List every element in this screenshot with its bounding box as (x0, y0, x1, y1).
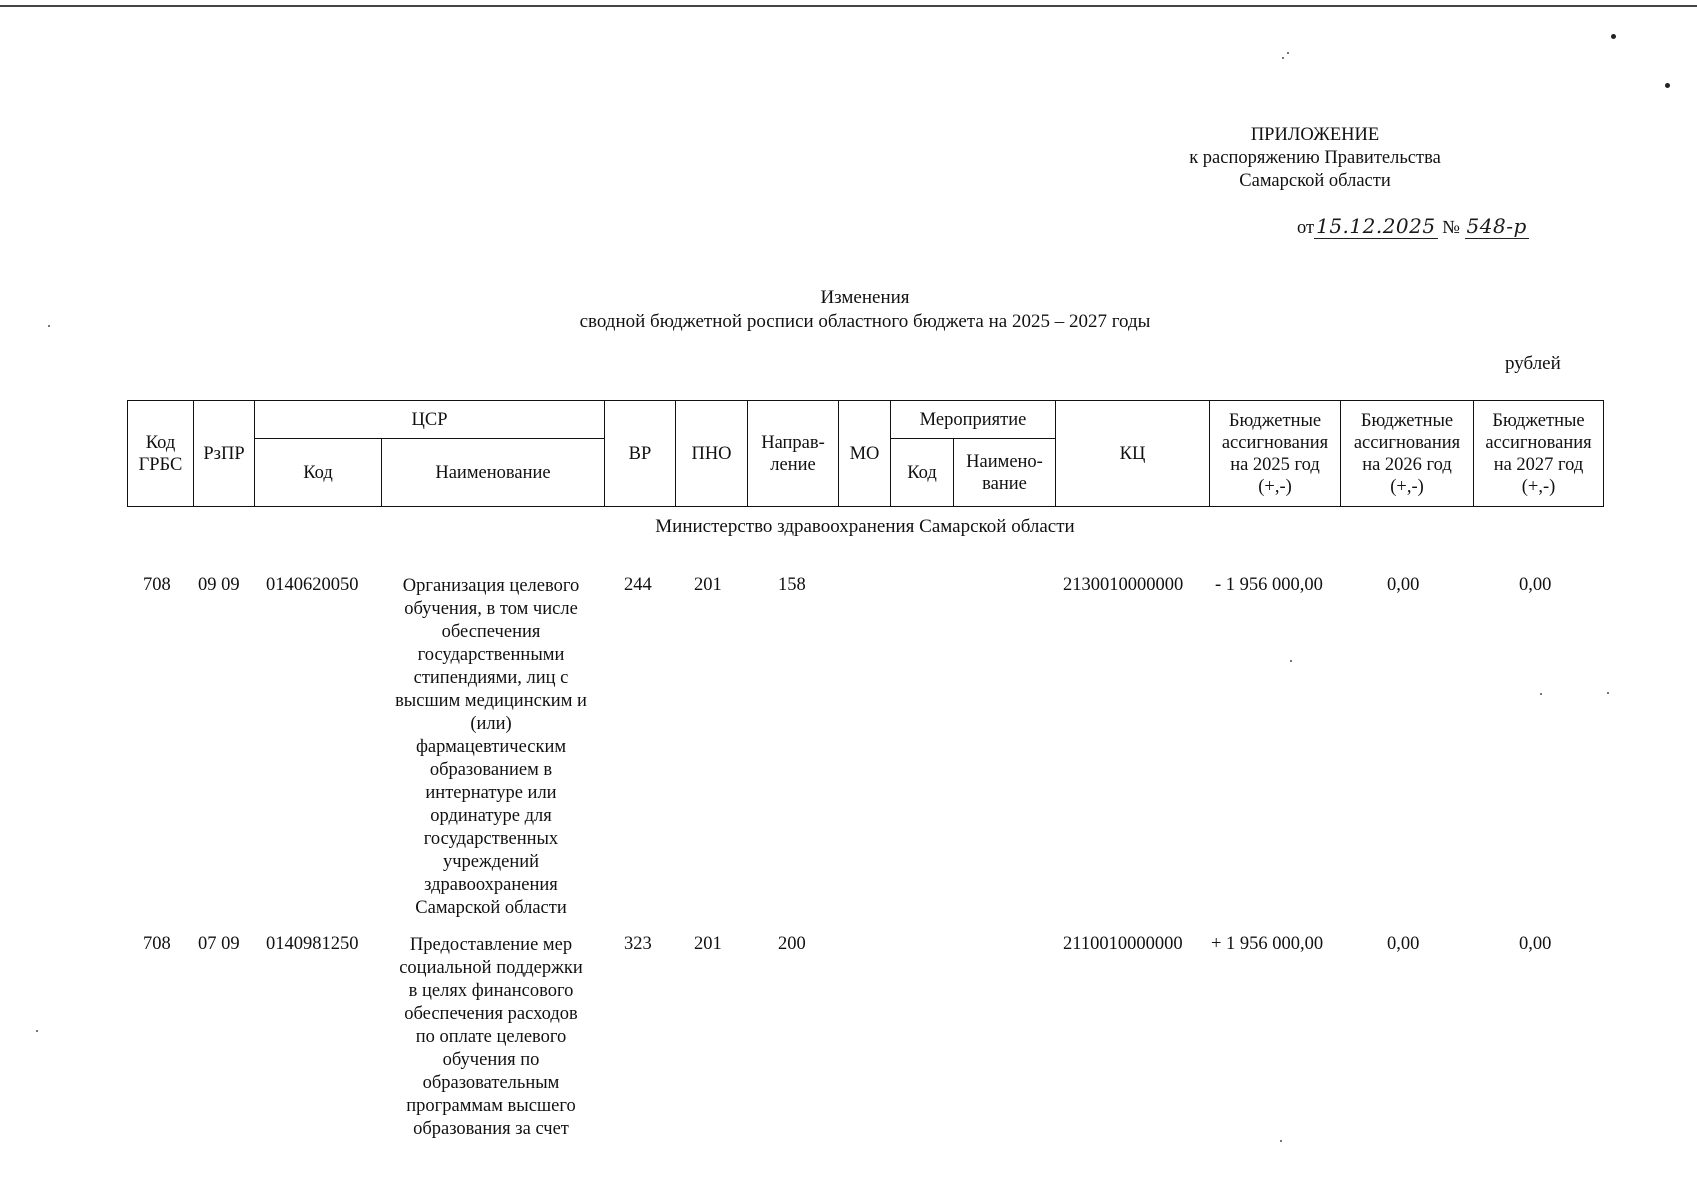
header-direction: Направ- ление (748, 401, 839, 507)
appendix-line-2: Самарской области (1239, 171, 1391, 191)
name-line: обеспечения расходов (404, 1004, 578, 1024)
name-line: обучения по (442, 1050, 540, 1070)
name-line: фармацевтическим (415, 737, 567, 757)
name-line: высшим медицинским и (395, 691, 587, 711)
cell-vr: 244 (624, 575, 652, 595)
name-line: образования за счет (413, 1119, 569, 1139)
header-vr: ВР (605, 401, 676, 507)
currency-unit: рублей (1505, 353, 1561, 374)
header-event-code: Код (891, 439, 954, 507)
header-kc: КЦ (1056, 401, 1210, 507)
header-budget-2026: Бюджетные ассигнования на 2026 год (+,-) (1341, 401, 1474, 507)
appendix-line-1: к распоряжению Правительства (1189, 148, 1441, 168)
cell-pno: 201 (694, 934, 722, 954)
title-line-2: сводной бюджетной росписи областного бюджета на 2025 – 2027 годы (579, 311, 1151, 332)
header-rzpr: РзПР (194, 401, 255, 507)
header-budget-2025: Бюджетные ассигнования на 2025 год (+,-) (1210, 401, 1341, 507)
cell-grbs: 708 (143, 934, 171, 954)
cell-direction: 200 (778, 934, 806, 954)
header-budget-2027: Бюджетные ассигнования на 2027 год (+,-) (1474, 401, 1604, 507)
header-csr: ЦСР (255, 401, 605, 439)
cell-kc: 2130010000000 (1063, 575, 1184, 595)
header-event-name: Наимено- вание (954, 439, 1056, 507)
header-event: Мероприятие (891, 401, 1056, 439)
order-date-number (1297, 214, 1529, 239)
name-line: учреждений (442, 852, 540, 872)
table-header (127, 400, 1604, 507)
cell-budget-2025: - 1 956 000,00 (1215, 575, 1323, 595)
cell-budget-2027: 0,00 (1519, 575, 1552, 595)
scan-speck (1540, 693, 1542, 695)
header-pno: ПНО (676, 401, 748, 507)
name-line: ординатуре для (430, 806, 552, 826)
name-line: программам высшего (406, 1096, 576, 1116)
scan-speck (1280, 1140, 1282, 1142)
header-grbs: Код ГРБС (128, 401, 194, 507)
header-csr-name: Наименование (382, 439, 605, 507)
name-line: здравоохранения (424, 875, 558, 895)
cell-budget-2026: 0,00 (1387, 575, 1420, 595)
scan-edge-line (0, 5, 1697, 7)
name-line: обеспечения (441, 622, 541, 642)
name-line: обучения, в том числе (404, 599, 578, 619)
appendix-title: ПРИЛОЖЕНИЕ (1250, 125, 1380, 145)
cell-rzpr: 07 09 (198, 934, 240, 954)
name-line: образовательным (422, 1073, 560, 1093)
scan-speck (36, 1030, 38, 1032)
cell-grbs: 708 (143, 575, 171, 595)
header-mo: МО (839, 401, 891, 507)
name-line: Предоставление мер (409, 935, 573, 955)
cell-direction: 158 (778, 575, 806, 595)
date-prefix: от (1297, 218, 1315, 238)
name-line: стипендиями, лиц с (413, 668, 569, 688)
header-csr-code: Код (255, 439, 382, 507)
cell-rzpr: 09 09 (198, 575, 240, 595)
scan-speck (1287, 52, 1289, 54)
scan-speck (1290, 660, 1292, 662)
name-line: социальной поддержки (399, 958, 583, 978)
cell-csr-name (385, 575, 597, 920)
scan-dot (1611, 34, 1616, 39)
cell-budget-2026: 0,00 (1387, 934, 1420, 954)
handwritten-date: 15.12.2025 (1316, 214, 1436, 238)
name-line: государственными (417, 645, 565, 665)
name-line: (или) (470, 714, 512, 734)
cell-csr-name (385, 934, 597, 1141)
cell-csr-code: 0140981250 (266, 934, 359, 954)
name-line: интернатуре или (425, 783, 557, 803)
title-line-1: Изменения (820, 287, 910, 308)
name-line: Организация целевого (402, 576, 580, 596)
number-prefix: № (1442, 218, 1460, 238)
document-title (0, 286, 1697, 334)
scan-speck (1607, 692, 1609, 694)
scan-speck (1282, 57, 1284, 59)
scan-dot (1665, 83, 1670, 88)
ministry-heading: Министерство здравоохранения Самарской области (655, 516, 1075, 537)
cell-pno: 201 (694, 575, 722, 595)
cell-budget-2025: + 1 956 000,00 (1211, 934, 1324, 954)
cell-csr-code: 0140620050 (266, 575, 359, 595)
cell-budget-2027: 0,00 (1519, 934, 1552, 954)
handwritten-number: 548-р (1466, 214, 1527, 238)
appendix-block (1165, 124, 1465, 193)
name-line: в целях финансового (408, 981, 574, 1001)
name-line: государственных (423, 829, 559, 849)
name-line: образованием в (429, 760, 553, 780)
cell-kc: 2110010000000 (1063, 934, 1183, 954)
name-line: Самарской области (415, 898, 567, 918)
name-line: по оплате целевого (415, 1027, 567, 1047)
cell-vr: 323 (624, 934, 652, 954)
